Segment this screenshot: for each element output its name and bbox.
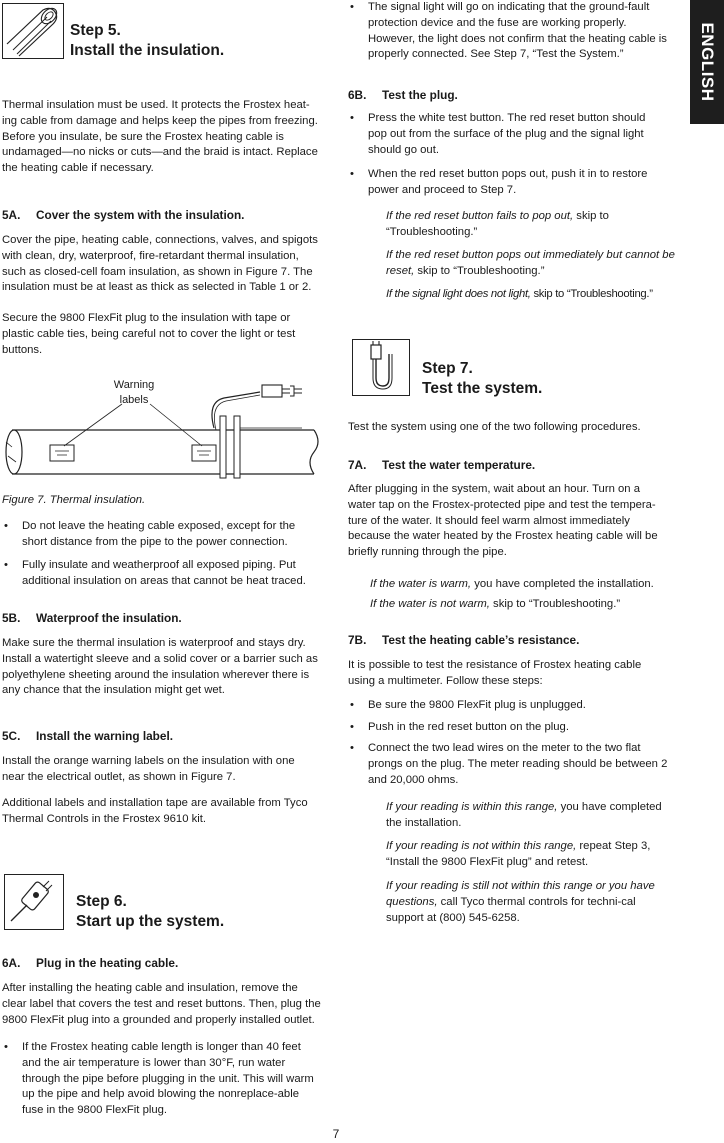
case-condition: If your reading is not within this range,: [386, 840, 577, 852]
figure-7-caption: Figure 7. Thermal insulation.: [2, 494, 146, 506]
section-5c-num: 5C.: [2, 729, 21, 743]
section-6a-heading: [2, 956, 178, 971]
callout-line2: labels: [119, 394, 149, 406]
warning-labels-callout: [104, 378, 164, 408]
section-5c-p1: Install the orange warning labels on the insulation with one near the electrical outlet, as shown in Figure 7.: [2, 755, 295, 783]
section-7b-bullet-1: • Be sure the 9800 FlexFit plug is unplugged.: [348, 698, 668, 714]
case-condition: If the water is not warm,: [370, 598, 490, 610]
section-6b-bullet-1: • Press the white test button. The red reset button should pop out from the surface of the plug and the signal light should go out.: [348, 111, 658, 158]
section-5b-num: 5B.: [2, 611, 21, 625]
case-action: skip to “Troubleshooting.”: [414, 264, 545, 277]
language-tab: [690, 0, 724, 124]
case-condition: If the red reset button fails to pop out,: [386, 210, 574, 222]
step5-intro: Thermal insulation must be used. It protects the Frostex heat-ing cable from damage and helps keep the pipes from freezing. Before you insulate, be sure the Frostex heating cable is undamaged—no nicks or cuts—and the braid is intact. Replace the heating cable if necessary.: [2, 99, 318, 175]
section-5b-heading: [2, 611, 182, 626]
step6-title-line1: Step 6.: [76, 893, 127, 910]
language-tab-label: ENGLISH: [698, 22, 717, 102]
step7-intro: Test the system using one of the two following procedures.: [348, 421, 641, 433]
step7-title-line2: Test the system.: [422, 380, 543, 397]
step6-title: [76, 892, 224, 932]
plug-icon: [4, 874, 64, 930]
callout-line1: Warning: [113, 379, 155, 391]
section-5a-num: 5A.: [2, 208, 21, 222]
case-condition: If the signal light does not light,: [386, 288, 531, 300]
section-7b-case-3: [386, 879, 672, 926]
section-7a-case-2: [370, 597, 670, 613]
section-7b-bullet-3: • Connect the two lead wires on the meter to the two flat prongs on the plug. The meter reading should be between 2 and 20,000 ohms.: [348, 741, 668, 788]
section-6b-heading: [348, 88, 458, 103]
section-5c-title: Install the warning label.: [36, 729, 174, 743]
section-7b-heading: [348, 633, 579, 648]
section-7b-title: Test the heating cable’s resistance.: [382, 633, 580, 647]
section-7b-p1: It is possible to test the resistance of Frostex heating cable using a multimeter. Follow these steps:: [348, 659, 642, 687]
section-5a-heading: [2, 208, 244, 223]
step7-title: [422, 359, 542, 399]
section-7a-num: 7A.: [348, 458, 367, 472]
case-condition: If your reading is still not within this range or you have questions,: [386, 880, 655, 908]
section-5b-p1: Make sure the thermal insulation is waterproof and stays dry. Install a watertight sleeve and a solid cover or a barrier such as polyethylene sheeting around the insulation wherever there is any chance that the insulation might get wet.: [2, 637, 318, 697]
page-number: 7: [332, 1127, 340, 1141]
case-action: call Tyco thermal controls for techni-cal support at (800) 545-6258.: [386, 895, 636, 924]
case-condition: If your reading is within this range,: [386, 801, 558, 813]
section-6a-p1: After installing the heating cable and insulation, remove the clear label that covers the test and reset buttons. Then, plug the 9800 FlexFit plug into a grounded and properly installed outlet.: [2, 982, 321, 1026]
figure-7-illustration: [2, 372, 324, 487]
section-7b-num: 7B.: [348, 633, 367, 647]
plug-cord-icon: [352, 339, 410, 396]
case-action: you have completed the installation.: [386, 801, 662, 829]
section-6b-title: Test the plug.: [382, 88, 458, 102]
case-condition: If the water is warm,: [370, 578, 472, 590]
section-5a-title: Cover the system with the insulation.: [36, 208, 245, 222]
pipe-insulation-icon: [2, 3, 64, 59]
section-5c-heading: [2, 729, 173, 744]
section-5c-p2: Additional labels and installation tape are available from Tyco Thermal Controls in the Frostex 9610 kit.: [2, 797, 308, 825]
section-6b-case-2: [386, 248, 676, 280]
section-7a-case-1: [370, 577, 670, 593]
section-7a-title: Test the water temperature.: [382, 458, 536, 472]
section-5a-p1: Cover the pipe, heating cable, connections, valves, and spigots with clean, dry, waterproof, fire-retardant thermal insulation, such as closed-cell foam insulation, as shown in Figure 7. The insulation must be at least as thick as selected in Table 1 or 2.: [2, 234, 318, 294]
step5-title: [70, 21, 224, 61]
step6-title-line2: Start up the system.: [76, 913, 225, 930]
step5-bullet-2: • Fully insulate and weatherproof all exposed piping. Put additional insulation on areas that cannot be heat traced.: [2, 558, 322, 590]
section-7b-bullet-2: • Push in the red reset button on the plug.: [348, 720, 668, 736]
section-6a-num: 6A.: [2, 956, 21, 970]
section-7a-heading: [348, 458, 535, 473]
step5-title-line2: Install the insulation.: [70, 42, 225, 59]
case-condition: If the red reset button pops out immediately but cannot be reset,: [386, 249, 675, 277]
section-5a-p2: Secure the 9800 FlexFit plug to the insulation with tape or plastic cable ties, being careful not to cover the light or test buttons.: [2, 312, 296, 356]
section-6a-title: Plug in the heating cable.: [36, 956, 179, 970]
section-5b-title: Waterproof the insulation.: [36, 611, 182, 625]
case-action: repeat Step 3, “Install the 9800 FlexFit plug” and retest.: [386, 840, 651, 868]
section-7b-case-1: [386, 800, 672, 832]
case-action: skip to “Troubleshooting.”: [530, 288, 653, 300]
case-action: skip to “Troubleshooting.”: [489, 598, 621, 610]
section-6b-case-3: [386, 287, 676, 303]
step6-bullet-1: • If the Frostex heating cable length is longer than 40 feet and the air temperature is lower than 30°F, run water through the pipe before plugging in the unit. This will warm up the pipe and help avoid blowing the nonreplace-able fuse in the 9800 FlexFit plug.: [2, 1040, 322, 1119]
section-6b-case-1: [386, 209, 636, 241]
case-action: you have completed the installation.: [471, 578, 654, 590]
section-6b-num: 6B.: [348, 88, 367, 102]
step5-title-line1: Step 5.: [70, 22, 121, 39]
step5-bullet-1: • Do not leave the heating cable exposed, except for the short distance from the pipe to the power connection.: [2, 519, 317, 551]
section-7b-case-2: [386, 839, 672, 871]
step7-title-line1: Step 7.: [422, 360, 473, 377]
step6-bullet-2: • The signal light will go on indicating that the ground-fault protection device and the fuse are working properly. However, the light does not confirm that the heating cable is properly connected. See Step 7, “Test the System.”: [348, 0, 668, 63]
section-6b-bullet-2: • When the red reset button pops out, push it in to restore power and proceed to Step 7.: [348, 167, 658, 199]
section-7a-p1: After plugging in the system, wait about an hour. Turn on a water tap on the Frostex-protected pipe and test the tempera-ture of the water. It should feel warm almost immediately because the water heated by the Frostex heating cable will be briefly running through the pipe.: [348, 483, 658, 559]
case-action: skip to “Troubleshooting.”: [386, 210, 609, 238]
